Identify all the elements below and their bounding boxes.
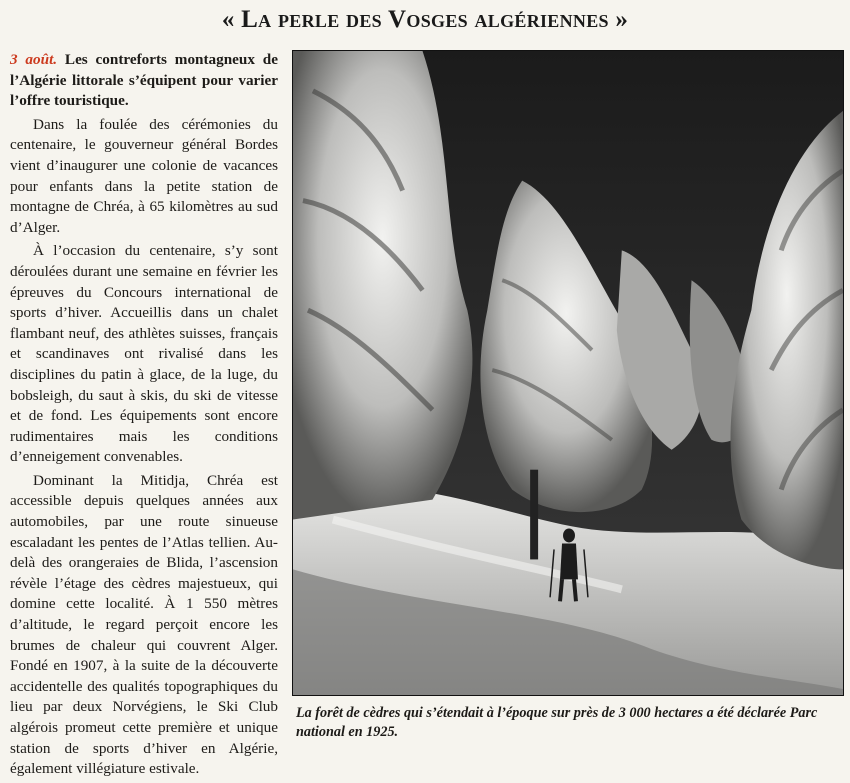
paragraph-3: Dominant la Mitidja, Chréa est accessible depuis quelques années aux automobiles, par une route sinueuse escaladant les pentes de l’Atlas tellien. Au-delà des orangeraies de Blida, l’ascension révèle l’étage des cèdres majestueux, qui domine cette localité. À 1 550 mètres d’altitude, le regard perçoit encore les brumes de chaleur qui couvrent Alger. Fondé en 1907, à la suite de la découverte accidentelle des qualités topographiques du lieu par deux Norvégiens, le Ski Club algérois promeut cette première et unique station de sports d’hiver en Algérie, également villégiature estivale.: [10, 471, 278, 778]
article-body: [10, 50, 278, 783]
article-date: 3 août.: [10, 51, 58, 68]
paragraph-1: Dans la foulée des cérémonies du centenaire, le gouverneur général Bordes vient d’inaugurer une colonie de vacances pour enfants dans la petite station de montagne de Chréa, à 65 kilomètres au sud d’Alger.: [10, 115, 278, 236]
paragraph-2: À l’occasion du centenaire, s’y sont déroulées durant une semaine en février les épreuves du Concours international de sports d’hiver. Accueillis dans un chalet flambant neuf, des athlètes suisses, français et scandinaves ont rivalisé dans les disciplines du patin à glace, de la luge, du bobsleigh, du saut à skis, du ski de vitesse et de fond. Les équipements sont encore rudimentaires mais les conditions d’enneigement convenables.: [10, 242, 278, 466]
page-title: « La perle des Vosges algériennes »: [221, 6, 629, 33]
article-lead: [10, 50, 278, 112]
snowy-cedar-forest-photo: [292, 50, 844, 696]
lead-text: Les contreforts montagneux de l’Algérie littorale s’équipent pour varier l’offre touristique.: [10, 51, 278, 110]
photo-illustration: [293, 51, 843, 695]
photo-caption: La forêt de cèdres qui s’étendait à l’époque sur près de 3 000 hectares a été déclarée Parc national en 1925.: [296, 705, 818, 740]
